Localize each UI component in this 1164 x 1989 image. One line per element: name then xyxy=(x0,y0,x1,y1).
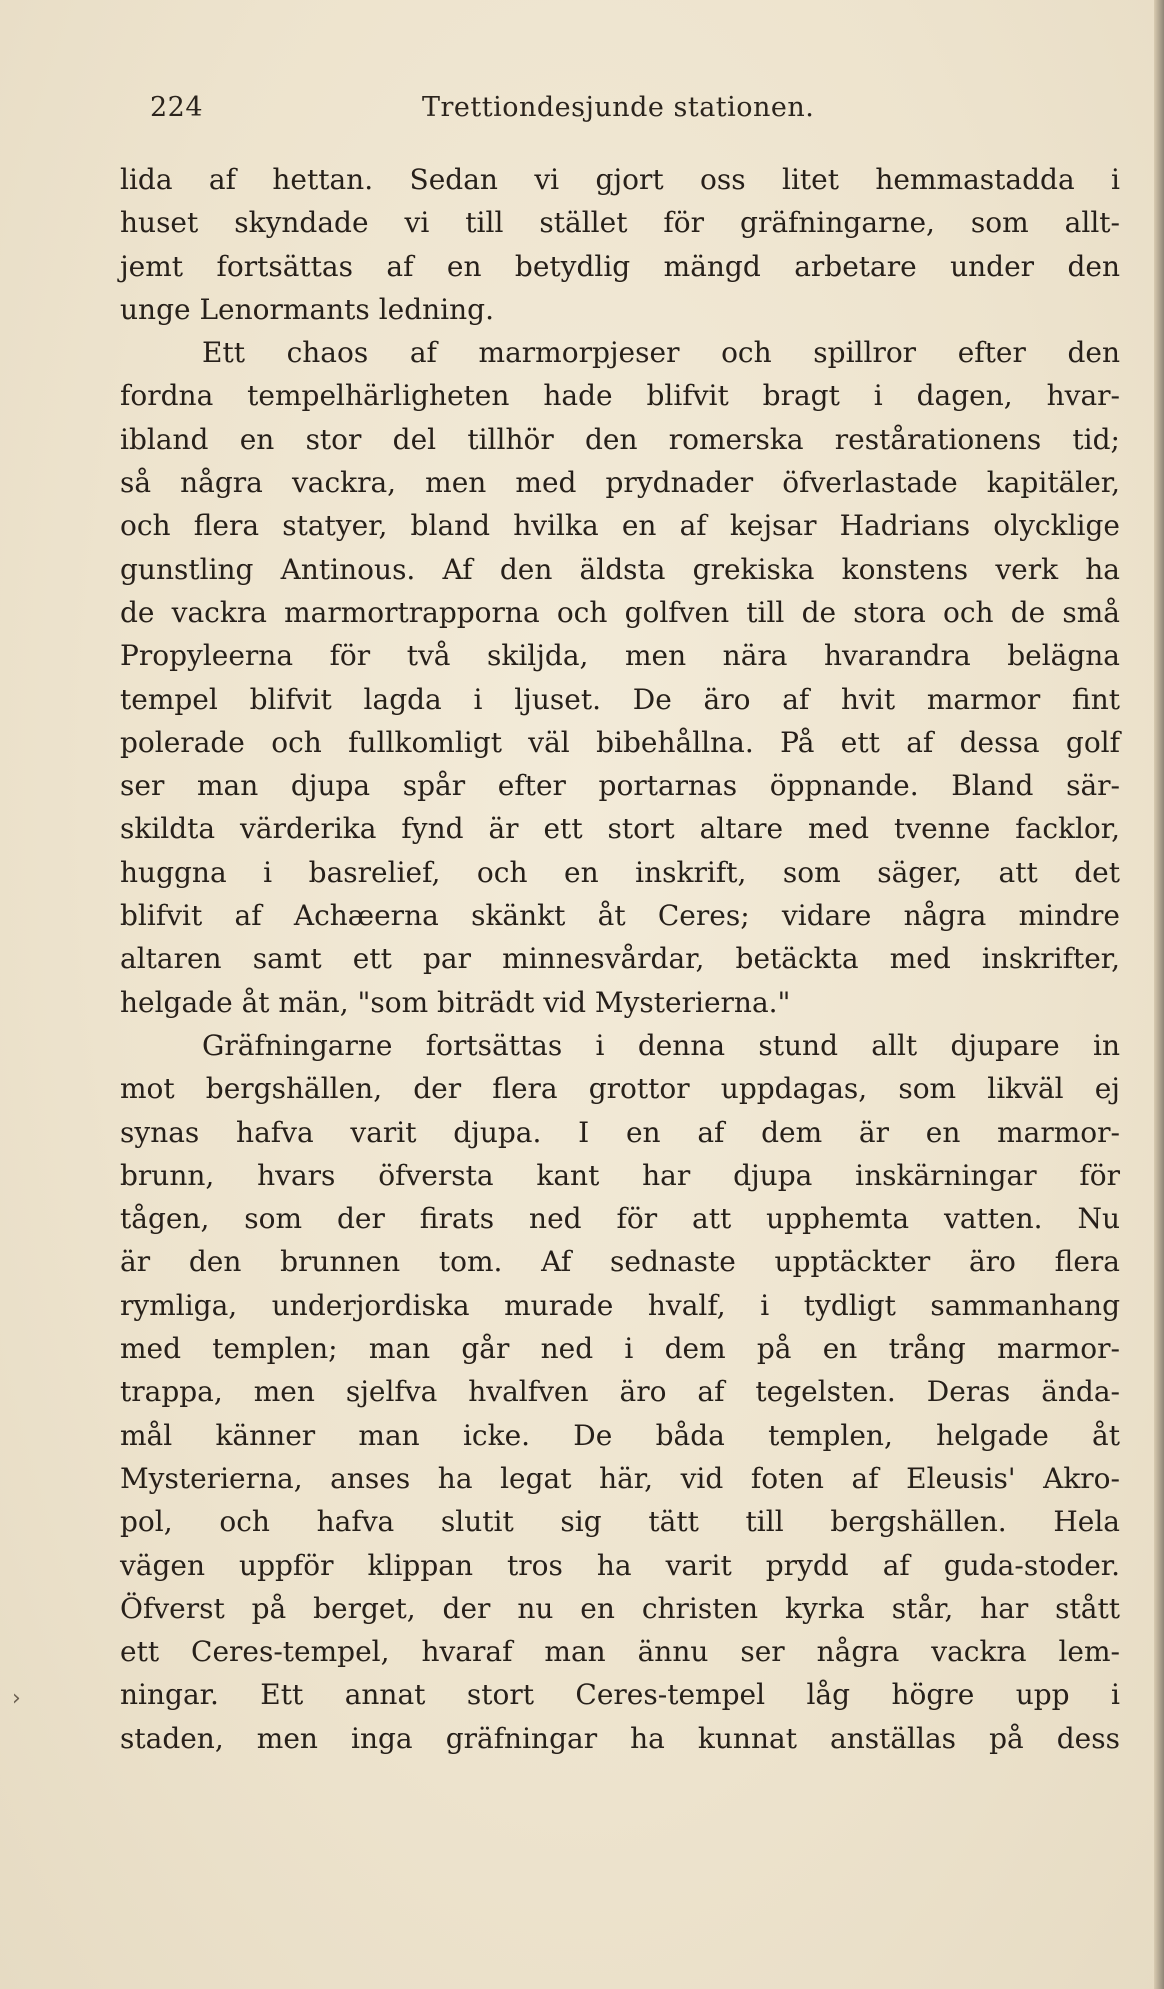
text-line: ett Ceres-tempel, hvaraf man ännu ser några vackra lem- xyxy=(120,1635,1120,1669)
text-line: mot bergshällen, der flera grottor uppdagas, som likväl ej xyxy=(120,1072,1120,1106)
text-line: helgade åt män, "som biträdt vid Mysterierna." xyxy=(120,985,791,1019)
text-line: Propyleerna för två skiljda, men nära hvarandra belägna xyxy=(120,639,1120,673)
text-line: Ett chaos af marmorpjeser och spillror efter den xyxy=(202,336,1120,370)
text-line: med templen; man går ned i dem på en trång marmor- xyxy=(120,1332,1120,1366)
text-line: polerade och fullkomligt väl bibehållna. På ett af dessa golf xyxy=(120,725,1120,759)
text-line: tempel blifvit lagda i ljuset. De äro af hvit marmor fint xyxy=(120,682,1120,716)
text-line: staden, men inga gräfningar ha kunnat anställas på dess xyxy=(120,1721,1120,1755)
text-line: ibland en stor del tillhör den romerska restårationens tid; xyxy=(120,422,1120,456)
page-header xyxy=(150,92,830,132)
text-line: rymliga, underjordiska murade hvalf, i tydligt sammanhang xyxy=(120,1288,1120,1322)
text-line: huset skyndade vi till stället för gräfningarne, som allt- xyxy=(120,206,1120,240)
running-title: Trettiondesjunde stationen. xyxy=(422,92,815,123)
margin-tick-mark: › xyxy=(12,1686,21,1711)
text-line: tågen, som der firats ned för att upphemta vatten. Nu xyxy=(120,1202,1120,1236)
text-line: mål känner man icke. De båda templen, helgade åt xyxy=(120,1418,1120,1452)
text-line: så några vackra, men med prydnader öfverlastade kapitäler, xyxy=(120,466,1120,500)
text-line: gunstling Antinous. Af den äldsta grekiska konstens verk ha xyxy=(120,552,1120,586)
text-line: blifvit af Achæerna skänkt åt Ceres; vidare några mindre xyxy=(120,899,1120,933)
text-line: de vackra marmortrapporna och golfven till de stora och de små xyxy=(120,595,1120,629)
text-line: Gräfningarne fortsättas i denna stund allt djupare in xyxy=(202,1028,1120,1062)
text-line: pol, och hafva slutit sig tätt till bergshällen. Hela xyxy=(120,1505,1120,1539)
text-line: altaren samt ett par minnesvårdar, betäckta med inskrifter, xyxy=(120,942,1120,976)
text-line: unge Lenormants ledning. xyxy=(120,292,494,326)
text-line: och flera statyer, bland hvilka en af kejsar Hadrians olycklige xyxy=(120,509,1120,543)
text-line: synas hafva varit djupa. I en af dem är en marmor- xyxy=(120,1115,1120,1149)
text-line: lida af hettan. Sedan vi gjort oss litet hemmastadda i xyxy=(120,163,1120,196)
text-line: trappa, men sjelfva hvalfven äro af tegelsten. Deras ända- xyxy=(120,1375,1120,1409)
body-text xyxy=(120,158,1120,1760)
page-edge xyxy=(1154,0,1164,1989)
text-line: ningar. Ett annat stort Ceres-tempel låg högre upp i xyxy=(120,1678,1120,1712)
text-line: huggna i basrelief, och en inskrift, som säger, att det xyxy=(120,855,1120,889)
text-line: vägen uppför klippan tros ha varit prydd af guda-stoder. xyxy=(120,1548,1120,1582)
text-line: skildta värderika fynd är ett stort altare med tvenne facklor, xyxy=(120,812,1120,846)
text-line: fordna tempelhärligheten hade blifvit bragt i dagen, hvar- xyxy=(120,379,1120,413)
text-line: är den brunnen tom. Af sednaste upptäckter äro flera xyxy=(120,1245,1120,1279)
text-line: Mysterierna, anses ha legat här, vid foten af Eleusis' Akro- xyxy=(120,1461,1120,1495)
text-line: brunn, hvars öfversta kant har djupa inskärningar för xyxy=(120,1158,1120,1192)
text-line: jemt fortsättas af en betydlig mängd arbetare under den xyxy=(120,249,1120,283)
page-number: 224 xyxy=(150,92,204,123)
text-line: ser man djupa spår efter portarnas öppnande. Bland sär- xyxy=(120,769,1120,803)
text-line: Öfverst på berget, der nu en christen kyrka står, har stått xyxy=(120,1591,1120,1625)
